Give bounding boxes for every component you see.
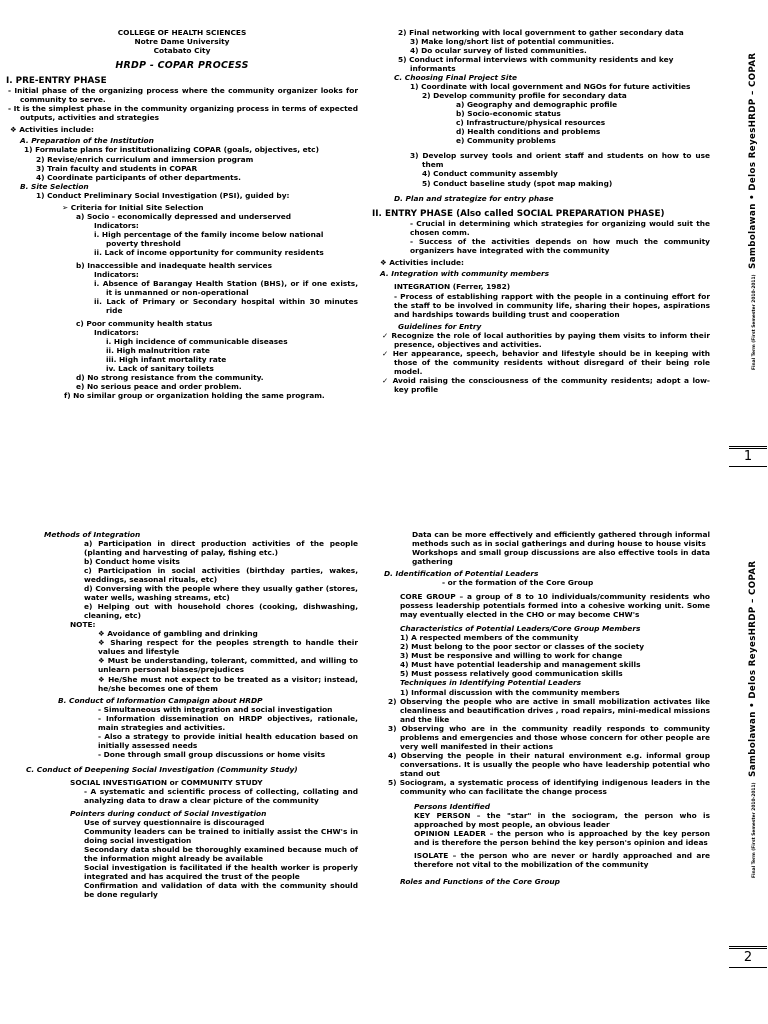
text-line: Use of survey questionnaire is discouraged — [84, 817, 265, 827]
text-line: e) Community problems — [456, 136, 556, 146]
text-line: ✓ Recognize the role of local authorities by paying them visits to inform their presence, objectives and activities. — [382, 330, 710, 349]
text-line: INTEGRATION (Ferrer, 1982) — [394, 282, 511, 292]
text-line: - Done through small group discussions or home visits — [98, 749, 326, 759]
text-line: Techniques in Identifying Potential Leaders — [400, 678, 582, 688]
text-line: Confirmation and validation of data with the community should be done regularly — [84, 881, 358, 900]
text-line: KEY PERSON – the "star" in the sociogram, the person who is approached by most people, an obvious leader — [414, 810, 710, 829]
text-line: 1) Informal discussion with the community members — [400, 687, 620, 697]
page-number — [729, 449, 767, 464]
page-rule — [729, 946, 767, 947]
text-line: c) Poor community health status — [76, 319, 213, 329]
text-line: C. Choosing Final Project Site — [394, 73, 517, 83]
text-line: a) Participation in direct production activities of the people (planting and harvesting of palay, fishing etc.) — [84, 539, 358, 558]
text-line: Indicators: — [94, 220, 139, 230]
text-line: Data can be more effectively and efficiently gathered through informal methods such as in social gatherings and during house to house visits — [412, 530, 710, 549]
page1-right-column — [372, 28, 710, 394]
text-line: ❖ Sharing respect for the peoples strength to handle their values and lifestyle — [98, 638, 358, 657]
text-line: OPINION LEADER – the person who is approached by the key person and is therefore the person behind the key person's opinion and ideas — [414, 828, 710, 847]
text-line: e) No serious peace and order problem. — [76, 382, 242, 392]
text-line: 4) Coordinate participants of other departments. — [36, 172, 241, 182]
text-line: Workshops and small group discussions are also effective tools in data gathering — [412, 548, 710, 567]
text-line: 5) Sociogram, a systematic process of identifying indigenous leaders in the community who can facilitate the change process — [388, 777, 710, 796]
text-line: - Crucial in determining which strategies for organizing would suit the chosen comm. — [410, 219, 710, 238]
text-line: b) Socio-economic status — [456, 109, 561, 119]
text-line: 3) Make long/short list of potential communities. — [410, 37, 615, 47]
text-line: i. High incidence of communicable diseases — [106, 337, 288, 347]
page-rule — [729, 446, 767, 447]
page-number-text: 1 — [743, 449, 753, 464]
text-line: - A systematic and scientific process of collecting, collating and analyzing data to draw a clear picture of the community — [84, 786, 358, 805]
text-line: 2) Observing the people who are active in small mobilization activates like cleanliness and beautification drives , road repairs, mini-medical missions and the like — [388, 696, 710, 724]
text-line: 2) Must belong to the poor sector or classes of the society — [400, 642, 645, 652]
text-line: i. Absence of Barangay Health Station (BHS), or if one exists, it is unmanned or non-operational — [94, 278, 358, 297]
page1-left-column — [6, 28, 358, 400]
text-line: Indicators: — [94, 269, 139, 279]
text-line: Characteristics of Potential Leaders/Core Group Members — [400, 624, 641, 634]
text-line: C. Conduct of Deepening Social Investigation (Community Study) — [26, 764, 298, 774]
text-line: CORE GROUP – a group of 8 to 10 individuals/community residents who possess leadership potentials formed into a cohesive working unit. Some may eventually elected in the CHO or may become CHW's — [400, 592, 710, 620]
text-line: ➢ Criteria for Initial Site Selection — [62, 202, 204, 212]
text-line: II. ENTRY PHASE (Also called SOCIAL PREPARATION PHASE) — [372, 208, 665, 219]
text-line: ii. High malnutrition rate — [106, 346, 210, 356]
text-line: iii. High infant mortality rate — [106, 355, 227, 365]
text-line: COLLEGE OF HEALTH SCIENCES — [117, 28, 247, 37]
text-line: SOCIAL INVESTIGATION or COMMUNITY STUDY — [70, 777, 263, 787]
text-line: 4) Observing the people in their natural environment e.g. informal group conversations. It is usually the people who have leadership potential who stand out — [388, 750, 710, 778]
text-line: 2) Revise/enrich curriculum and immersion program — [36, 154, 254, 164]
text-line: 3) Train faculty and students in COPAR — [36, 163, 198, 173]
text-line: ✓ Avoid raising the consciousness of the community residents; adopt a low-key profile — [382, 375, 710, 394]
text-line: A. Preparation of the Institution — [20, 136, 154, 146]
text-line: c) Participation in social activities (birthday parties, wakes, weddings, seasonal rituals, etc) — [84, 566, 358, 585]
text-line: B. Conduct of Information Campaign about HRDP — [58, 695, 263, 705]
text-line: - Simultaneous with integration and social investigation — [98, 704, 333, 714]
text-line: Social investigation is facilitated if the health worker is properly integrated and has acquired the trust of the people — [84, 863, 358, 882]
text-line: a) Geography and demographic profile — [456, 100, 618, 110]
text-line: 4) Must have potential leadership and management skills — [400, 660, 641, 670]
text-line: - Information dissemination on HRDP objectives, rationale, main strategies and activities. — [98, 713, 358, 732]
text-line: ❖ Activities include: — [10, 125, 94, 135]
text-line: Cotabato City — [153, 46, 211, 56]
text-line: ✓ Her appearance, speech, behavior and lifestyle should be in keeping with those of the community residents without disregard of their being role model. — [382, 348, 710, 376]
text-line: Notre Dame University — [134, 37, 230, 47]
text-line: Indicators: — [94, 328, 139, 338]
text-line: 3) Observing who are in the community readily responds to community problems and emergencies and those whose concern for other people are very well manifested in their actions — [388, 723, 710, 751]
sidebar-course-title-1 — [740, 53, 759, 370]
text-line: d) Health conditions and problems — [456, 127, 601, 137]
text-line: 4) Conduct community assembly — [422, 169, 558, 179]
text-line: ❖ He/She must not expect to be treated as a visitor; instead, he/she becomes one of them — [98, 674, 358, 693]
sidebar-term: Final Term (First Semester 2010-2011) — [752, 274, 757, 370]
text-line: b) Inaccessible and inadequate health services — [76, 260, 272, 270]
text-line: - Also a strategy to provide initial health education based on initially assessed needs — [98, 731, 358, 750]
page-rule — [729, 967, 767, 968]
text-line: Guidelines for Entry — [398, 321, 482, 331]
text-line: - It is the simplest phase in the community organizing process in terms of expected outputs, activities and strategies — [8, 104, 358, 123]
text-line: 5) Must possess relatively good communication skills — [400, 669, 623, 679]
text-line: Persons Identified — [414, 801, 491, 811]
text-line: Pointers during conduct of Social Investigation — [70, 808, 267, 818]
text-line: ii. Lack of Primary or Secondary hospital within 30 minutes ride — [94, 296, 358, 315]
text-line: 1) Coordinate with local government and NGOs for future activities — [410, 82, 691, 92]
text-line: Methods of Integration — [44, 530, 141, 539]
text-line: d) Conversing with the people where they usually gather (stores, water wells, washing streams, etc) — [84, 584, 358, 603]
text-line: a) Socio - economically depressed and underserved — [76, 211, 292, 221]
text-line: 1) Formulate plans for institutionalizing COPAR (goals, objectives, etc) — [24, 145, 319, 155]
page-rule — [729, 948, 767, 949]
text-line: 4) Do ocular survey of listed communities. — [410, 46, 587, 56]
text-line: i. High percentage of the family income below national poverty threshold — [94, 229, 324, 248]
text-line: Secondary data should be thoroughly examined because much of the information might already be available — [84, 845, 358, 864]
text-line: ❖ Must be understanding, tolerant, committed, and willing to unlearn personal biases/prejudices — [98, 656, 358, 675]
text-line: 5) Conduct baseline study (spot map making) — [422, 178, 613, 188]
text-line: d) No strong resistance from the community. — [76, 373, 264, 383]
text-line: A. Integration with community members — [380, 269, 550, 279]
text-line: 3) Develop survey tools and orient staff and students on how to use them — [410, 151, 710, 170]
sidebar-course-title-2 — [740, 561, 759, 878]
text-line: - Success of the activities depends on how much the community organizers have integrated with the community — [410, 237, 710, 256]
text-line: f) No similar group or organization holding the same program. — [64, 391, 325, 401]
text-line: Community leaders can be trained to initially assist the CHW's in doing social investigation — [84, 826, 358, 845]
text-line: NOTE: — [70, 620, 96, 630]
text-line: D. Plan and strategize for entry phase — [394, 193, 554, 203]
text-line: - or the formation of the Core Group — [442, 578, 594, 588]
text-line: b) Conduct home visits — [84, 557, 180, 567]
page-number-text: 2 — [743, 950, 753, 965]
text-line: ii. Lack of income opportunity for community residents — [94, 247, 324, 257]
text-line: e) Helping out with household chores (cooking, dishwashing, cleaning, etc) — [84, 602, 358, 621]
text-line: ❖ Avoidance of gambling and drinking — [98, 629, 258, 639]
text-line: 3) Must be responsive and willing to work for change — [400, 651, 623, 661]
text-line: iv. Lack of sanitary toilets — [106, 364, 214, 374]
text-line: 1) Conduct Preliminary Social Investigation (PSI), guided by: — [36, 190, 290, 200]
text-line: 5) Conduct informal interviews with community residents and key informants — [398, 55, 674, 74]
text-line: c) Infrastructure/physical resources — [456, 118, 606, 128]
text-line: D. Identification of Potential Leaders — [384, 569, 539, 579]
sidebar-term: Final Term (First Semester 2010-2011) — [752, 782, 757, 878]
sidebar-authors-title: Sambolawan • Delos ReyesHRDP – COPAR — [748, 52, 758, 269]
sidebar-authors-title: Sambolawan • Delos ReyesHRDP – COPAR — [748, 560, 758, 777]
text-line: 1) A respected members of the community — [400, 633, 579, 643]
page2-left-column — [26, 530, 358, 899]
text-line: 2) Develop community profile for secondary data — [422, 91, 627, 101]
text-line: I. PRE-ENTRY PHASE — [6, 75, 107, 86]
text-line: - Process of establishing rapport with the people in a continuing effort for the staff to be involved in community life, sharing their hopes, aspirations and hardships towards building trust and cooperation — [394, 291, 710, 319]
text-line: ❖ Activities include: — [380, 258, 464, 268]
page-rule — [729, 466, 767, 467]
page-number — [729, 950, 767, 965]
text-line: HRDP - COPAR PROCESS — [115, 60, 249, 72]
text-line: - Initial phase of the organizing process where the community organizer looks for community to serve. — [8, 86, 358, 105]
text-line: Roles and Functions of the Core Group — [400, 877, 560, 887]
text-line: 2) Final networking with local government to gather secondary data — [398, 28, 684, 37]
text-line: ISOLATE – the person who are never or hardly approached and are therefore not vital to the mobilization of the community — [414, 851, 710, 870]
page2-right-column — [372, 530, 710, 886]
text-line: B. Site Selection — [20, 181, 89, 191]
